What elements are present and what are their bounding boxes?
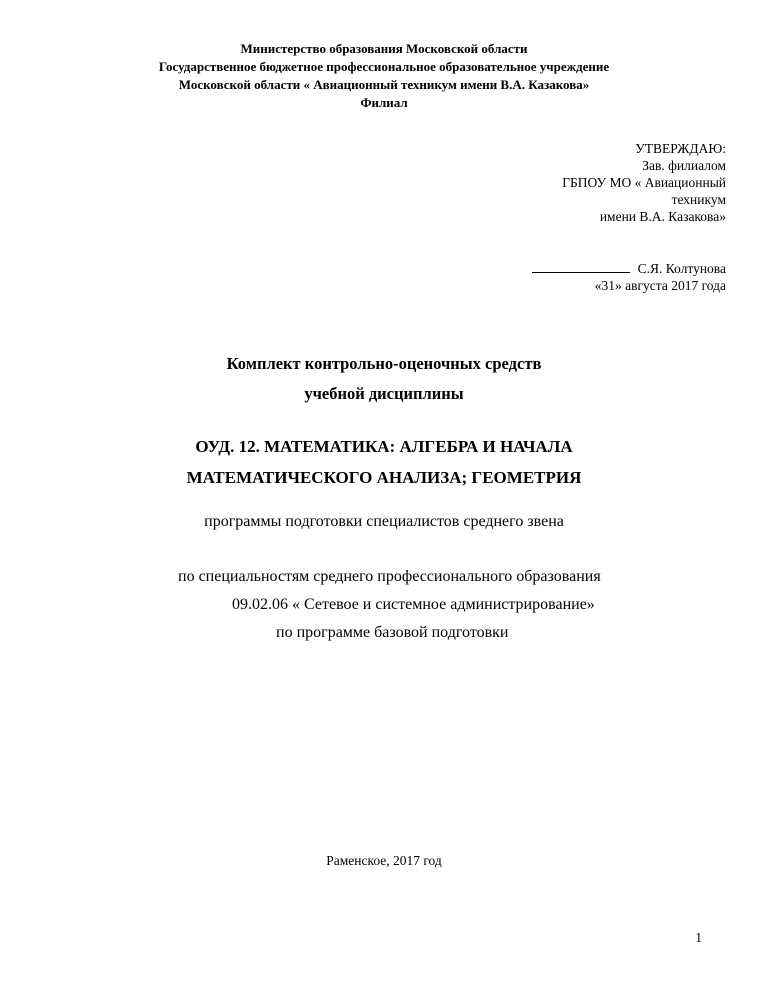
- subject-title: [0, 431, 768, 493]
- page-number: 1: [695, 930, 702, 945]
- signature-block: [426, 260, 726, 294]
- subject-title-line1: ОУД. 12. МАТЕМАТИКА: АЛГЕБРА И НАЧАЛА: [195, 437, 573, 456]
- document-title-line1: Комплект контрольно-оценочных средств: [226, 354, 542, 373]
- approval-date: «31» августа 2017 года: [594, 278, 726, 293]
- specialty-level: по программе базовой подготовки: [276, 624, 509, 641]
- signature-line: [532, 260, 630, 273]
- program-line: программы подготовки специалистов среднего звена: [204, 513, 564, 530]
- subject-title-line2: МАТЕМАТИЧЕСКОГО АНАЛИЗА; ГЕОМЕТРИЯ: [186, 468, 582, 487]
- signer-name: С.Я. Колтунова: [637, 261, 726, 276]
- specialty-line1: по специальностям среднего профессионального образования: [178, 568, 601, 585]
- approval-org-line2: техникум: [671, 192, 726, 207]
- approval-org-line1: ГБПОУ МО « Авиационный: [562, 175, 726, 190]
- ministry-header: [0, 40, 768, 112]
- approval-org-line3: имени В.А. Казакова»: [599, 209, 726, 224]
- document-title-line2: учебной дисциплины: [304, 384, 464, 403]
- document-title: [0, 349, 768, 409]
- approval-block: [466, 140, 726, 225]
- specialty-code: 09.02.06 « Сетевое и системное администрирование»: [232, 596, 595, 613]
- institution-name: Московской области « Авиационный техникум имени В.А. Казакова»: [178, 77, 590, 92]
- approval-position: Зав. филиалом: [642, 158, 726, 173]
- city-year: Раменское, 2017 год: [326, 853, 442, 868]
- branch-label: Филиал: [360, 95, 408, 110]
- approval-title: УТВЕРЖДАЮ:: [635, 141, 726, 156]
- ministry-name: Министерство образования Московской области: [240, 41, 528, 56]
- institution-type: Государственное бюджетное профессиональное образовательное учреждение: [158, 59, 610, 74]
